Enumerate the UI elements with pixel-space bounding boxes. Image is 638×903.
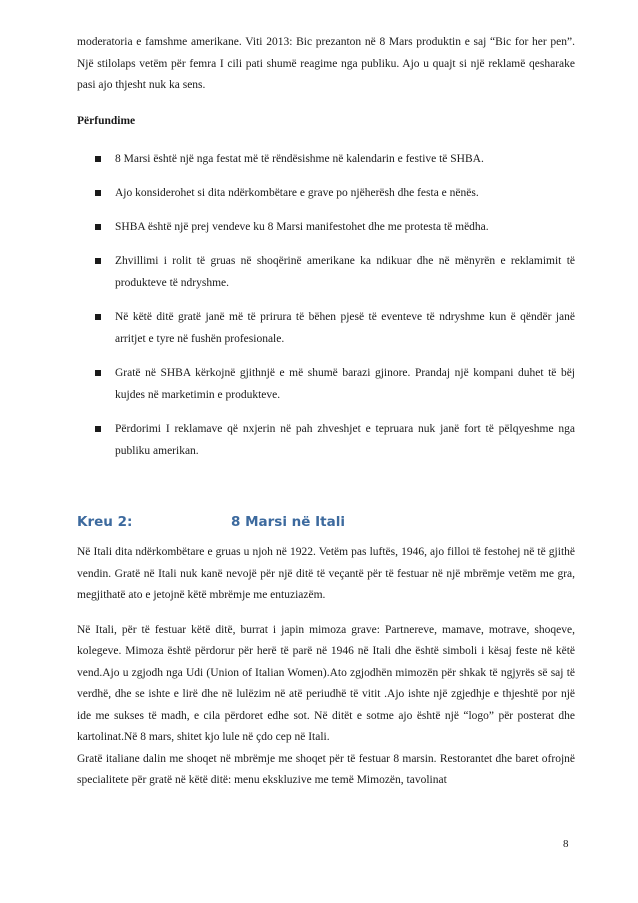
list-item (77, 148, 575, 170)
list-item (77, 362, 575, 406)
list-item (77, 306, 575, 350)
list-item-text: Ajo konsiderohet si dita ndërkombëtare e grave po njëherësh dhe festa e nënës. (115, 187, 479, 199)
square-bullet-icon (95, 370, 101, 376)
square-bullet-icon (95, 224, 101, 230)
square-bullet-icon (95, 426, 101, 432)
list-item-text: 8 Marsi është një nga festat më të rëndësishme në kalendarin e festive të SHBA. (115, 153, 484, 165)
list-item (77, 418, 575, 462)
intro-paragraph-text: moderatoria e famshme amerikane. Viti 2013: Bic prezanton në 8 Mars produktin e saj “Bic for her pen”. Një stilolaps vetëm për femra I cili pati shumë reagime nga publiku. Ajo u quajt si një reklamë qesharake pasi ajo thjesht nuk ka sens. (77, 36, 575, 91)
page-number: 8 (563, 838, 569, 850)
chapter-title: 8 Marsi në Itali (231, 514, 345, 530)
list-item-text: Zhvillimi i rolit të gruas në shoqërinë amerikane ka ndikuar dhe në mënyrën e reklamimit të produkteve të ndryshme. (115, 255, 575, 289)
list-item (77, 182, 575, 204)
list-item-text: SHBA është një prej vendeve ku 8 Marsi manifestohet dhe me protesta të mëdha. (115, 221, 489, 233)
list-item-text: Në këtë ditë gratë janë më të prirura të bëhen pjesë të eventeve të ndryshme kun ë qëndër janë arritjet e tyre në fushën profesionale. (115, 311, 575, 345)
list-item-text: Gratë në SHBA kërkojnë gjithnjë e më shumë barazi gjinore. Prandaj një kompani duhet të bëj kujdes në marketimin e produkteve. (115, 367, 575, 401)
chapter-paragraph-2: Në Itali, për të festuar këtë ditë, burrat i japin mimoza grave: Partnereve, mamave, motrave, shoqeve, kolegeve. Mimoza është përdorur për herë të parë në 1946 në Itali dhe është simboli i kësaj feste në këtë vend.Ajo u zgjodh nga Udi (Union of Italian Women).Ato zgjodhën mimozën për shkak të ngjyrës së saj të verdhë, dhe se ishte e lirë dhe në lulëzim në atë periudhë të vitit .Ajo ishte një zgjedhje e thjeshtë por një ide me sukses të madh, e cila përdoret edhe sot. Në ditët e sotme ajo është një “logo” për posterat dhe kartolinat.Në 8 mars, shitet kjo lule në çdo cep në Itali. (77, 623, 575, 743)
square-bullet-icon (95, 258, 101, 264)
conclusion-heading: Përfundime (77, 115, 136, 127)
chapter-heading (77, 514, 345, 530)
chapter-body (77, 542, 575, 792)
list-item-text: Përdorimi I reklamave që nxjerin në pah zhveshjet e tepruara nuk janë fort të pëlqyeshme nga publiku amerikan. (115, 423, 575, 457)
list-item (77, 250, 575, 294)
square-bullet-icon (95, 156, 101, 162)
chapter-paragraph-1: Në Itali dita ndërkombëtare e gruas u njoh në 1922. Vetëm pas luftës, 1946, ajo filloi të festohej në të gjithë vendin. Gratë në Itali nuk kanë nevojë për një ditë të veçantë për të festuar në një mbrëmje vetëm me gra, megjithatë ato e jetojnë këtë mbrëmje me entuziazëm. (77, 546, 575, 601)
conclusion-list (77, 148, 575, 474)
intro-paragraph (77, 32, 575, 97)
square-bullet-icon (95, 314, 101, 320)
chapter-paragraph-3: Gratë italiane dalin me shoqet në mbrëmje me shoqet për të festuar 8 marsin. Restorantet dhe baret ofrojnë specialitete për gratë në këtë ditë: menu ekskluzive me temë Mimozën, tavolinat (77, 752, 575, 786)
list-item (77, 216, 575, 238)
square-bullet-icon (95, 190, 101, 196)
chapter-label: Kreu 2: (77, 514, 133, 530)
